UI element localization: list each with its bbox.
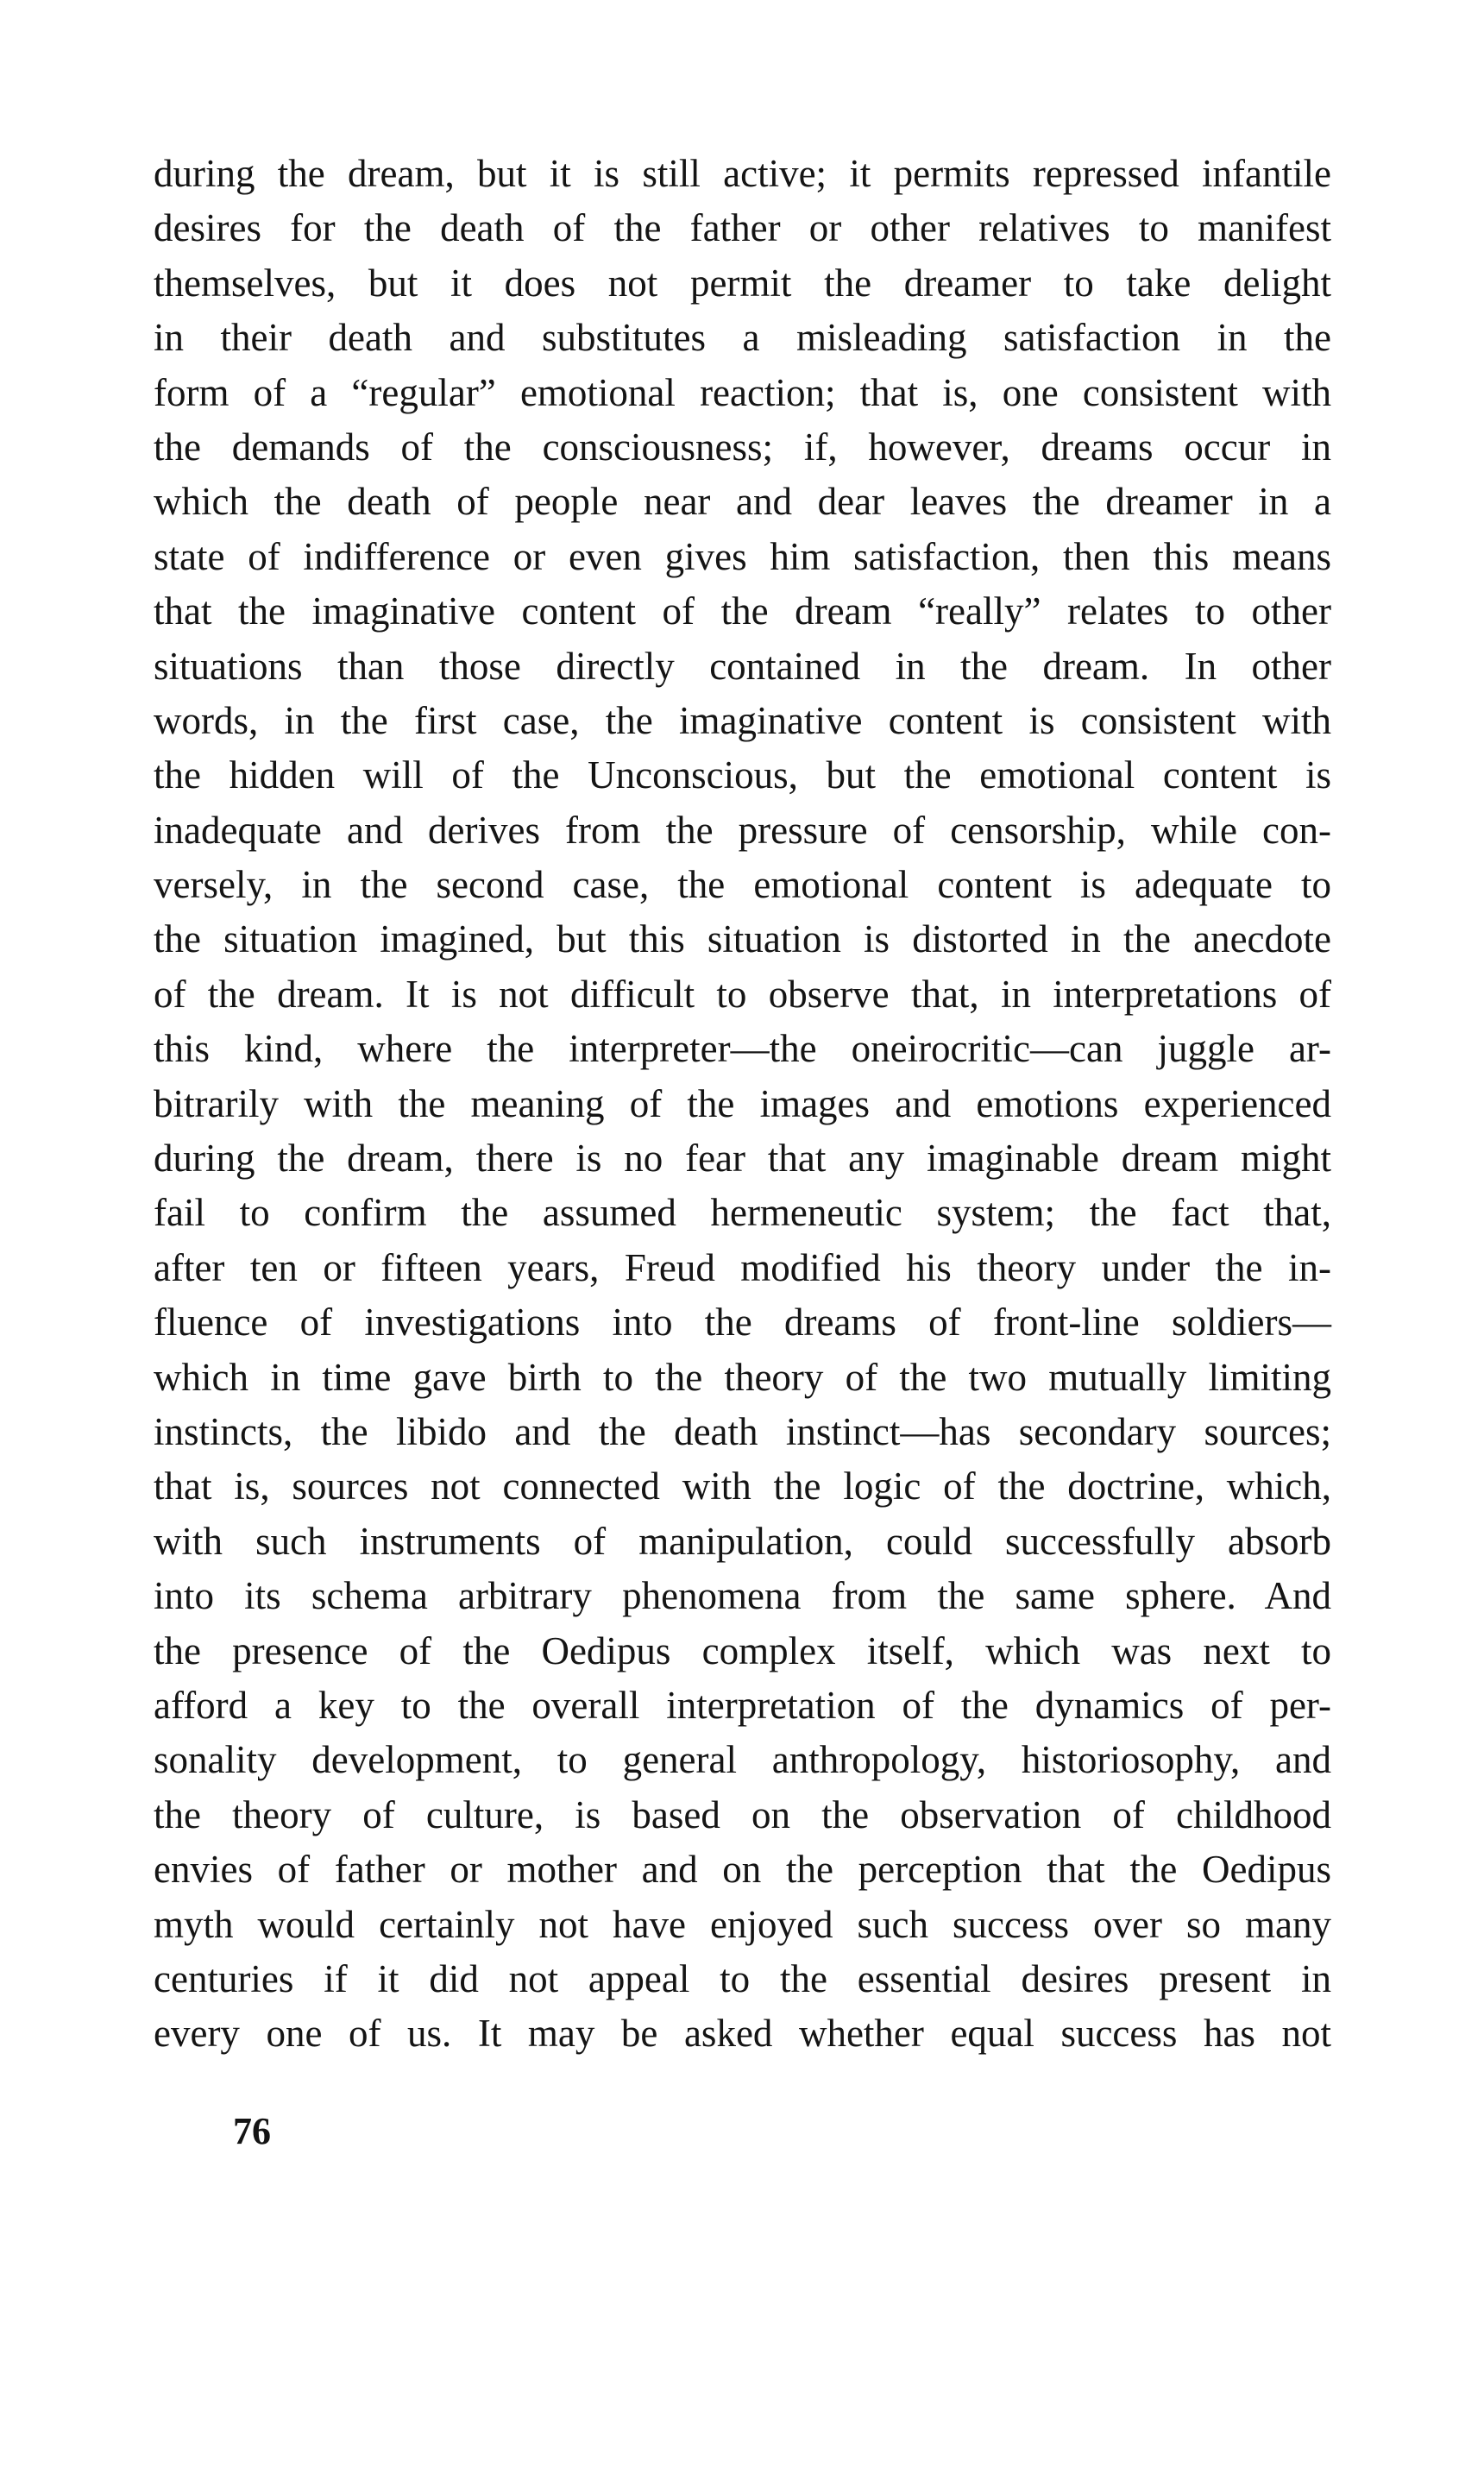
text-line-5: form of a “regular” emotional reaction; that is, one consistent with	[154, 370, 1331, 414]
text-line-17: this kind, where the interpreter—the oneirocritic—can juggle ar-	[154, 1027, 1331, 1071]
text-line-16: of the dream. It is not difficult to observe that, in interpretations of	[154, 972, 1331, 1016]
text-line-7: which the death of people near and dear leaves the dreamer in a	[154, 480, 1331, 524]
text-line-2: desires for the death of the father or other relatives to manifest	[154, 206, 1331, 250]
text-line-25: that is, sources not connected with the logic of the doctrine, which,	[154, 1464, 1331, 1509]
text-line-29: afford a key to the overall interpretation of the dynamics of per-	[154, 1683, 1331, 1727]
text-line-1: during the dream, but it is still active; it permits repressed infantile	[154, 152, 1331, 195]
text-line-22: fluence of investigations into the dreams of front-line soldiers—	[154, 1301, 1331, 1345]
text-line-31: the theory of culture, is based on the observation of childhood	[154, 1792, 1331, 1836]
text-line-12: the hidden will of the Unconscious, but the emotional content is	[154, 753, 1331, 797]
text-line-18: bitrarily with the meaning of the images and emotions experienced	[154, 1081, 1331, 1125]
text-line-14: versely, in the second case, the emotional content is adequate to	[154, 863, 1331, 907]
text-line-4: in their death and substitutes a misleading satisfaction in the	[154, 316, 1331, 360]
text-line-21: after ten or fifteen years, Freud modified his theory under the in-	[154, 1245, 1331, 1289]
text-line-19: during the dream, there is no fear that any imaginable dream might	[154, 1137, 1331, 1181]
text-line-15: the situation imagined, but this situation is distorted in the anecdote	[154, 917, 1331, 961]
text-line-34: centuries if it did not appeal to the essential desires present in	[154, 1956, 1331, 2000]
text-line-26: with such instruments of manipulation, could successfully absorb	[154, 1519, 1331, 1563]
text-line-27: into its schema arbitrary phenomena from the same sphere. And	[154, 1574, 1331, 1618]
text-line-30: sonality development, to general anthropology, historiosophy, and	[154, 1738, 1331, 1782]
text-line-35: every one of us. It may be asked whether equal success has not	[154, 2012, 1331, 2056]
text-line-9: that the imaginative content of the dream “really” relates to other	[154, 589, 1331, 633]
text-line-23: which in time gave birth to the theory of the two mutually limiting	[154, 1355, 1331, 1399]
text-line-6: the demands of the consciousness; if, however, dreams occur in	[154, 425, 1331, 469]
text-line-3: themselves, but it does not permit the dreamer to take delight	[154, 261, 1331, 305]
text-line-33: myth would certainly not have enjoyed such success over so many	[154, 1902, 1331, 1946]
text-line-10: situations than those directly contained in the dream. In other	[154, 644, 1331, 688]
page-number: 76	[233, 2110, 271, 2152]
text-line-32: envies of father or mother and on the perception that the Oedipus	[154, 1848, 1331, 1892]
text-line-28: the presence of the Oedipus complex itself, which was next to	[154, 1628, 1331, 1672]
text-line-24: instincts, the libido and the death instinct—has secondary sources;	[154, 1409, 1331, 1453]
body-text	[154, 147, 1331, 2062]
text-line-20: fail to confirm the assumed hermeneutic system; the fact that,	[154, 1191, 1331, 1235]
text-line-13: inadequate and derives from the pressure of censorship, while con-	[154, 808, 1331, 852]
text-line-11: words, in the first case, the imaginative content is consistent with	[154, 698, 1331, 742]
text-line-8: state of indifference or even gives him satisfaction, then this means	[154, 534, 1331, 578]
